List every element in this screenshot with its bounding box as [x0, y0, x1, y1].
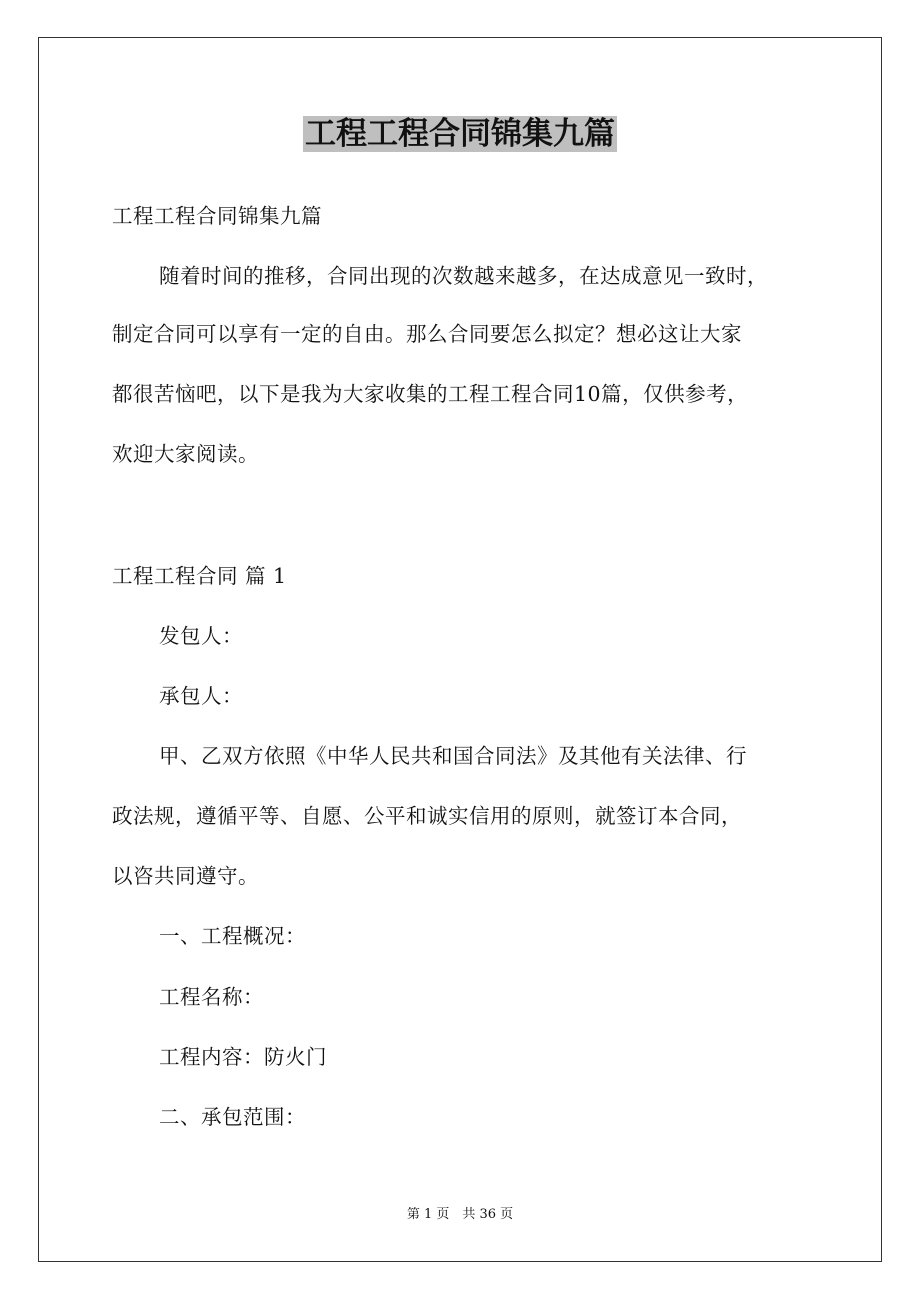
- employer-label: 发包人：: [159, 624, 243, 648]
- intro-line-2: 制定合同可以享有一定的自由。那么合同要怎么拟定？想必这让大家: [112, 322, 742, 346]
- clause-heading-2: 二、承包范围：: [159, 1105, 306, 1129]
- document-title-text: 工程工程合同锦集九篇: [305, 116, 615, 152]
- clause-heading-1: 一、工程概况：: [159, 924, 306, 948]
- preamble-line-2: 政法规，遵循平等、自愿、公平和诚实信用的原则，就签订本合同，: [112, 804, 742, 828]
- subtitle-line: 工程工程合同锦集九篇: [112, 204, 322, 228]
- project-name-label: 工程名称：: [159, 985, 264, 1009]
- contractor-label: 承包人：: [159, 684, 243, 708]
- intro-line-3: 都很苦恼吧，以下是我为大家收集的工程工程合同10篇，仅供参考，: [112, 382, 749, 406]
- preamble-line-3: 以咨共同遵守。: [112, 864, 259, 888]
- section-heading: 工程工程合同 篇 1: [112, 564, 287, 588]
- preamble-line-1: 甲、乙双方依照《中华人民共和国合同法》及其他有关法律、行: [159, 744, 747, 768]
- document-title: [0, 112, 920, 156]
- intro-line-4: 欢迎大家阅读。: [112, 442, 259, 466]
- project-content-line: 工程内容：防火门: [159, 1045, 327, 1069]
- intro-line-1: 随着时间的推移，合同出现的次数越来越多，在达成意见一致时，: [159, 264, 768, 288]
- page-footer: 第 1 页 共 36 页: [406, 1207, 514, 1222]
